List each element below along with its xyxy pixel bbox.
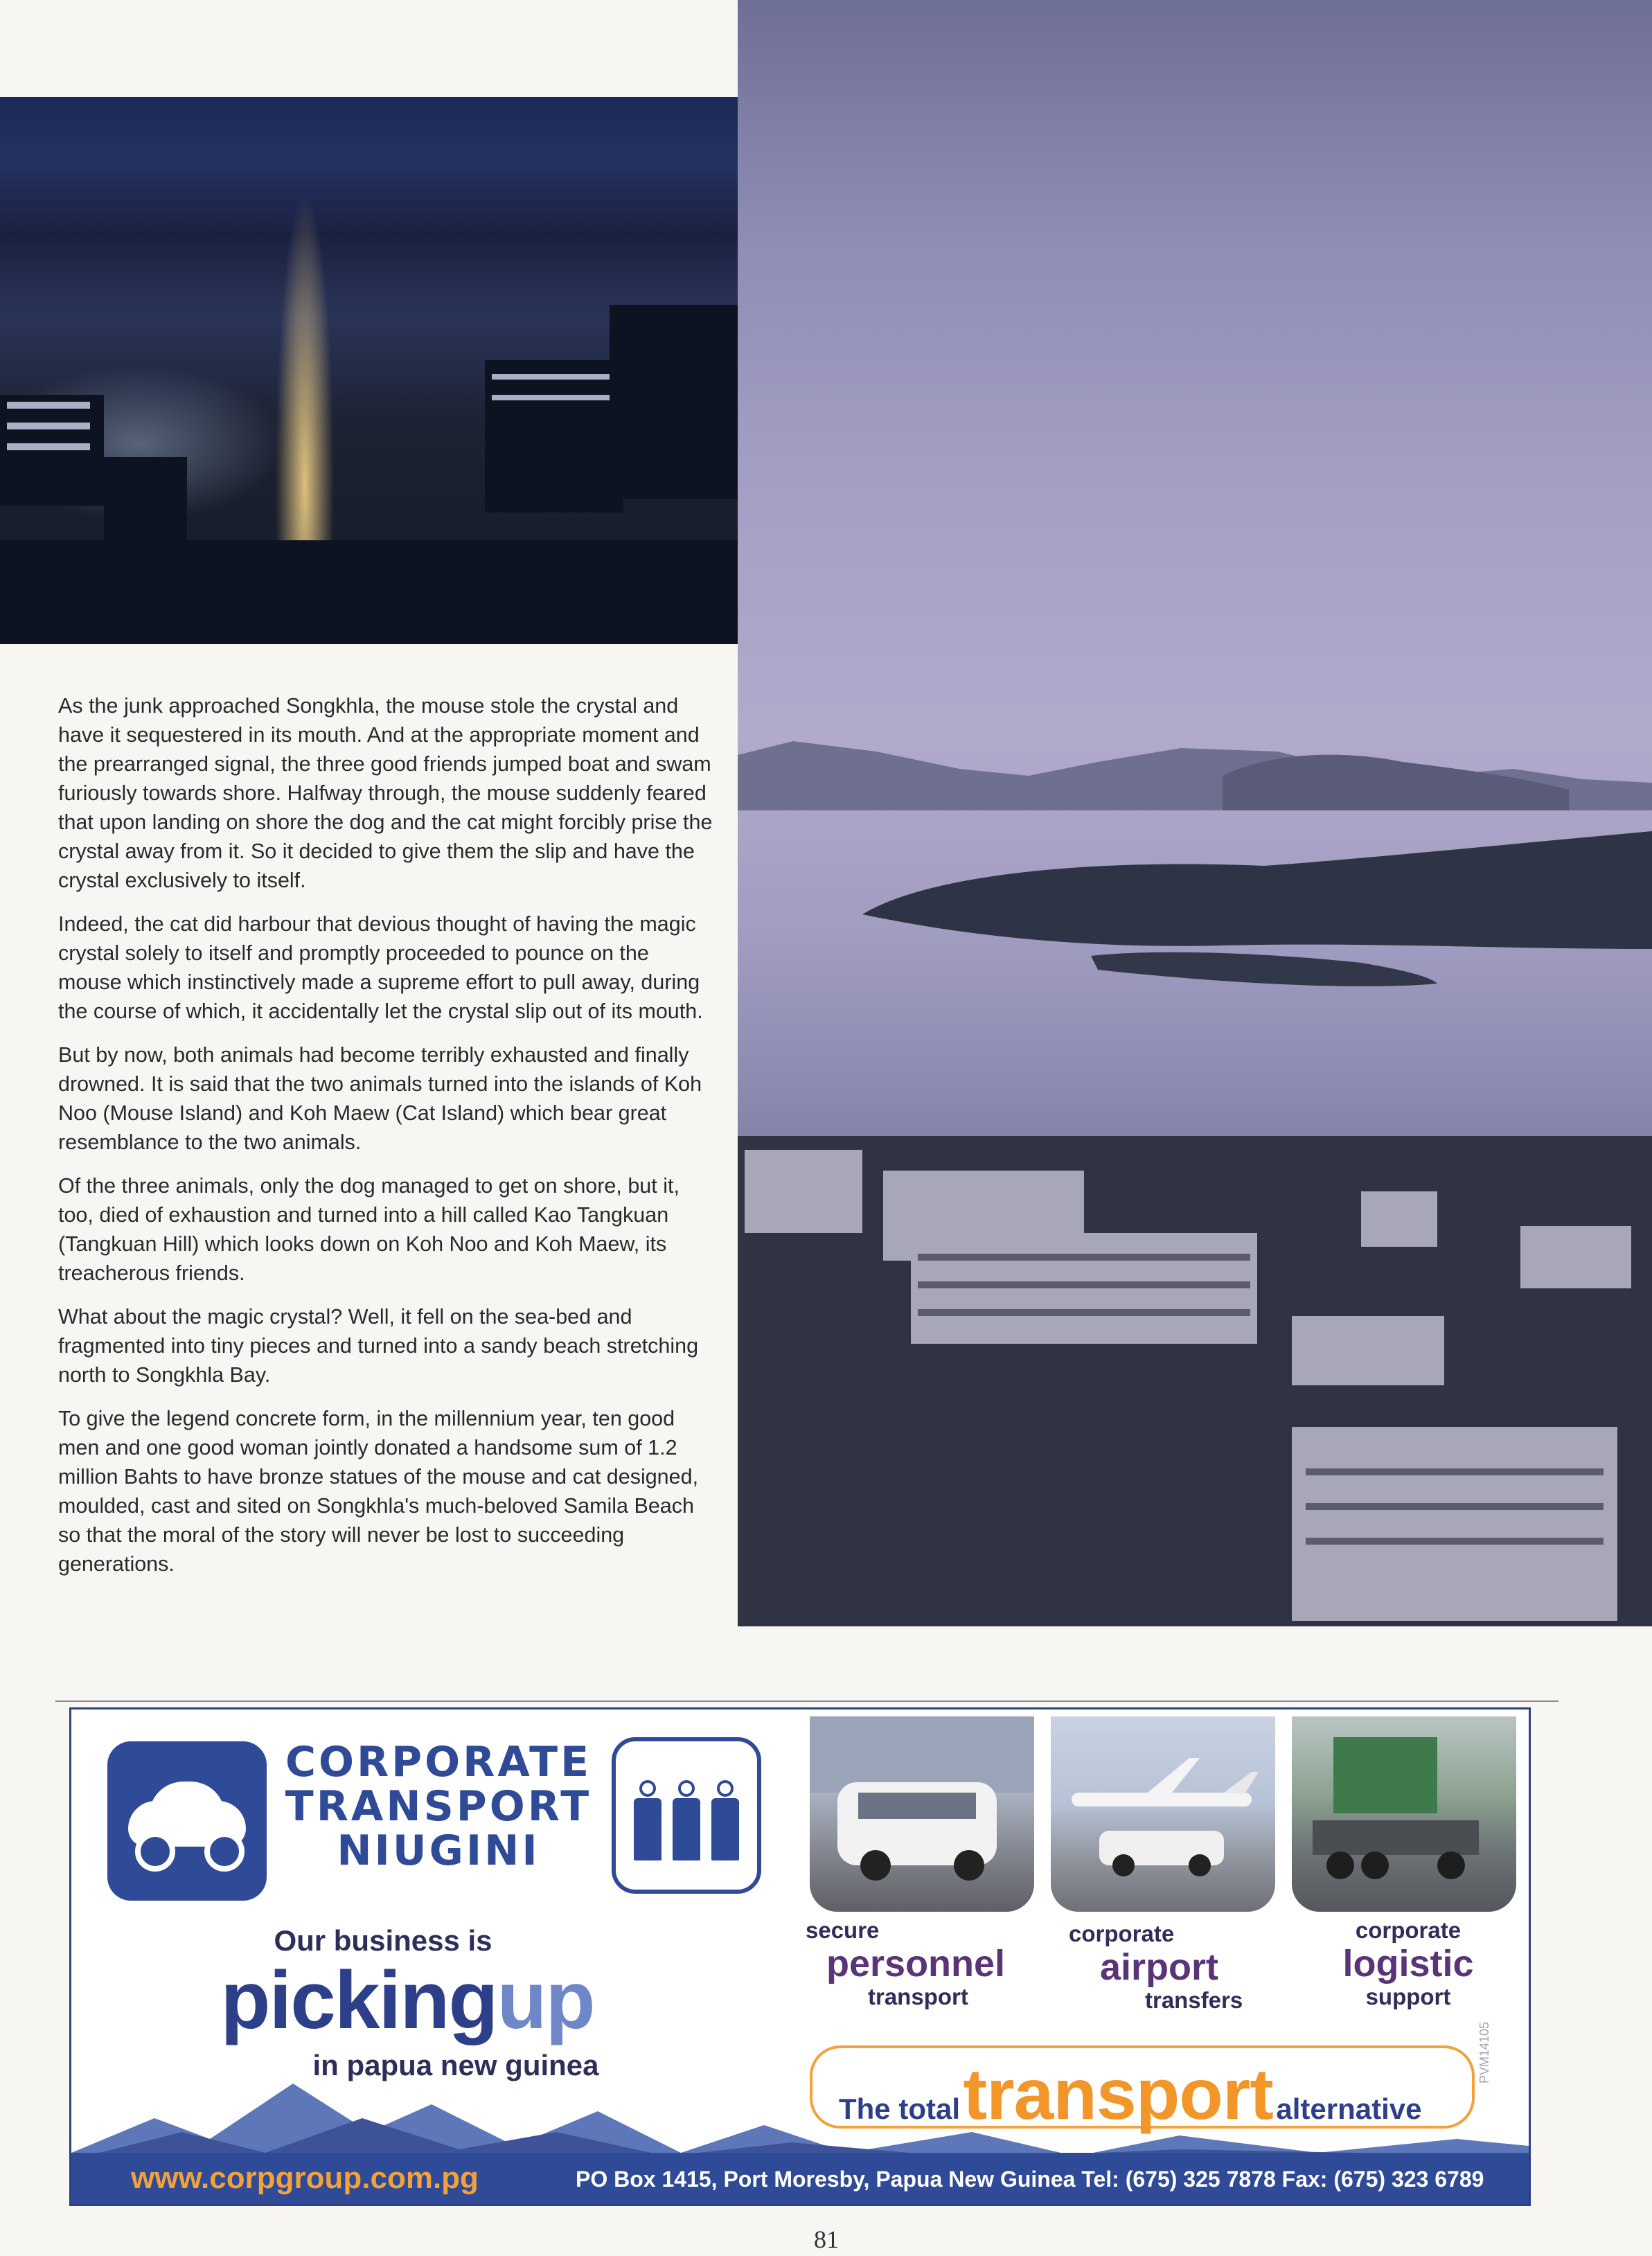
service-personnel: [806, 1917, 1041, 2010]
brand-line: TRANSPORT: [285, 1782, 592, 1831]
article-paragraph: Of the three animals, only the dog managed to get on shore, but it, too, died of exhaustion and turned into a hill called Kao Tangkuan (Tangkuan Hill) which looks down on Koh Noo and Koh Maew, its treacherous friends.: [58, 1174, 680, 1285]
service-big: logistic: [1342, 1943, 1474, 1984]
tagline-picking: picking: [220, 1955, 497, 2046]
article-paragraph: Indeed, the cat did harbour that devious thought of having the magic crystal solely to itself and promptly proceeded to pounce on the mouse which instinctively made a supreme effort to pull away, during the course of which, it accidentally let the crystal slip out of its mouth.: [58, 912, 703, 1023]
songkhla-dusk-photo: [738, 0, 1652, 1626]
service-small: corporate: [1069, 1921, 1175, 1946]
airport-photo: [1051, 1716, 1275, 1912]
article-paragraph: What about the magic crystal? Well, it fell on the sea-bed and fragmented into tiny pieces and turned into a sandy beach stretching north to Songkhla Bay.: [58, 1305, 699, 1387]
car-logo-icon: [107, 1741, 267, 1901]
page-number: 81: [814, 2226, 839, 2253]
corporate-transport-ad: [69, 1707, 1531, 2206]
tagline-box: [810, 2045, 1475, 2135]
website-link[interactable]: www.corpgroup.com.pg: [131, 2161, 479, 2195]
article-paragraph: But by now, both animals had become terribly exhausted and finally drowned. It is said that the two animals turned into the islands of Koh Noo (Mouse Island) and Koh Maew (Cat Island) which bear great resemblance to the two animals.: [58, 1043, 702, 1154]
tagline-main: [213, 1955, 601, 2045]
night-city-photo: [0, 97, 743, 644]
service-small: transfers: [1145, 1987, 1243, 2013]
service-big: airport: [1100, 1946, 1219, 1988]
total-suffix: alternative: [1276, 2093, 1422, 2125]
people-logo-icon: [612, 1737, 761, 1894]
brand-name: [272, 1740, 605, 1873]
service-small: support: [1365, 1984, 1451, 2009]
article-paragraph: As the junk approached Songkhla, the mouse stole the crystal and have it sequestered in its mouth. And at the appropriate moment and the prearranged signal, the three good friends jumped boat and swam furiously towards shore. Halfway through, the mouse suddenly feared that upon landing on shore the dog and the cat might forcibly prise the crystal away from it. So it decided to give them the slip and have the crystal exclusively to itself.: [58, 694, 713, 892]
article-paragraph: To give the legend concrete form, in the millennium year, ten good men and one good woman jointly donated a handsome sum of 1.2 million Bahts to have bronze statues of the mouse and cat designed, moulded, cast and sited on Songkhla's much-beloved Samila Beach so that the moral of the story will never be lost to succeeding generations.: [58, 1407, 699, 1576]
service-small: secure: [806, 1917, 880, 1943]
service-small: corporate: [1355, 1917, 1462, 1943]
service-big: personnel: [826, 1943, 1006, 1984]
tagline-up: up: [497, 1955, 594, 2046]
total-transport: transport: [963, 2054, 1273, 2135]
article-body: [58, 691, 716, 1593]
contact-info: PO Box 1415, Port Moresby, Papua New Guinea Tel: (675) 325 7878 Fax: (675) 323 6789: [576, 2167, 1484, 2192]
brand-line: CORPORATE: [285, 1738, 592, 1786]
truck-photo: [1292, 1716, 1516, 1912]
total-prefix: The total: [839, 2093, 960, 2125]
ad-code: PVM14105: [1477, 2021, 1491, 2084]
service-logistic: [1318, 1917, 1498, 2010]
service-small: transport: [868, 1984, 968, 2009]
tagline-top: Our business is: [274, 1924, 492, 1957]
section-divider: [55, 1700, 1558, 1702]
van-photo: [810, 1716, 1034, 1912]
brand-line: NIUGINI: [337, 1827, 540, 1875]
service-airport: [1069, 1921, 1277, 2014]
tagline-bottom: in papua new guinea: [312, 2049, 599, 2081]
